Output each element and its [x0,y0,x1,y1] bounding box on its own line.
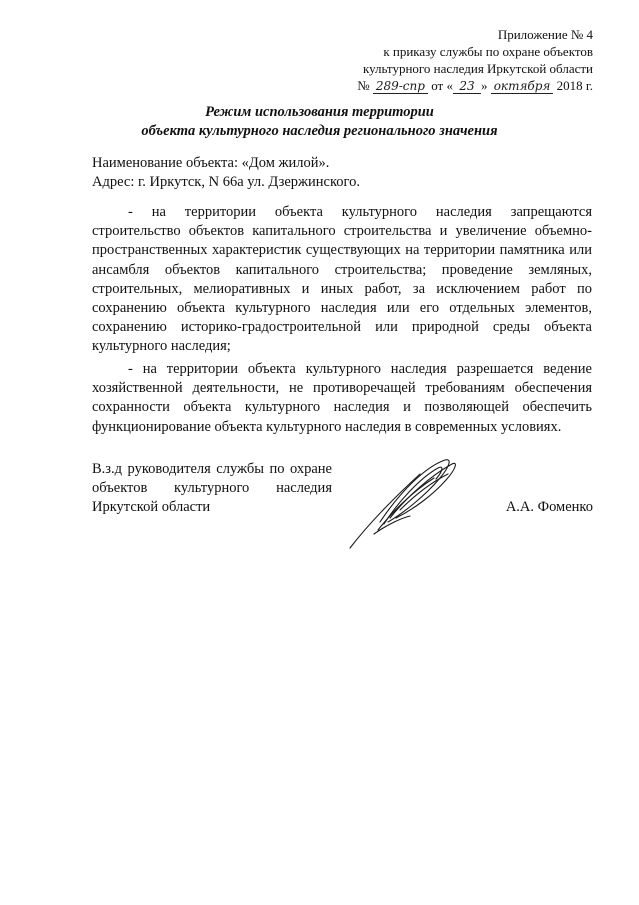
order-date-quote: » [480,78,488,93]
order-month-handwritten: октября [491,79,554,94]
appendix-title: Приложение № 4 [497,27,593,42]
signer-name: А.А. Фоменко [505,499,593,515]
appendix-authority: культурного наследия Иркутской области [362,61,593,76]
object-address: Адрес: г. Иркутск, N 66а ул. Дзержинского. [92,174,361,190]
prohibitions-paragraph: - на территории объекта культурного наследия запрещаются строительство объектов капитального строительства и увеличение объемно-пространственных характеристик существующих на территории памятника или ансамбля объектов капитального строительства; проведение земляных, строительных, мелиоративных и иных работ, за исключением работ по сохранению объекта культурного наследия или его отдельных элементов, сохранению историко-градостроительной или природной среды объекта культурного наследия; [92,204,592,355]
order-date-from: от « [431,78,453,93]
permissions-paragraph: - на территории объекта культурного наследия разрешается ведение хозяйственной деятельности, не противоречащей требованиям обеспечения сохранности объекта культурного наследия и позволяющей обеспечить функционирование объекта культурного наследия в современных условиях. [92,361,592,435]
document-title [0,103,639,141]
object-info [92,154,360,192]
order-day-handwritten: 23 [453,79,481,94]
order-number-sign: № [357,78,370,93]
order-number-handwritten: 289-спр [373,79,428,94]
handwritten-signature [340,452,480,552]
object-name: Наименование объекта: «Дом жилой». [92,155,330,171]
order-number-date [357,77,593,94]
appendix-header [357,26,593,94]
appendix-order-ref: к приказу службы по охране объектов [383,44,593,59]
signer-position: В.з.д руководителя службы по охране объектов культурного наследия Иркутской области [92,461,332,515]
title-line-2: объекта культурного наследия регионального значения [141,123,498,139]
title-line-1: Режим использования территории [205,104,434,120]
order-year: 2018 г. [556,78,593,93]
